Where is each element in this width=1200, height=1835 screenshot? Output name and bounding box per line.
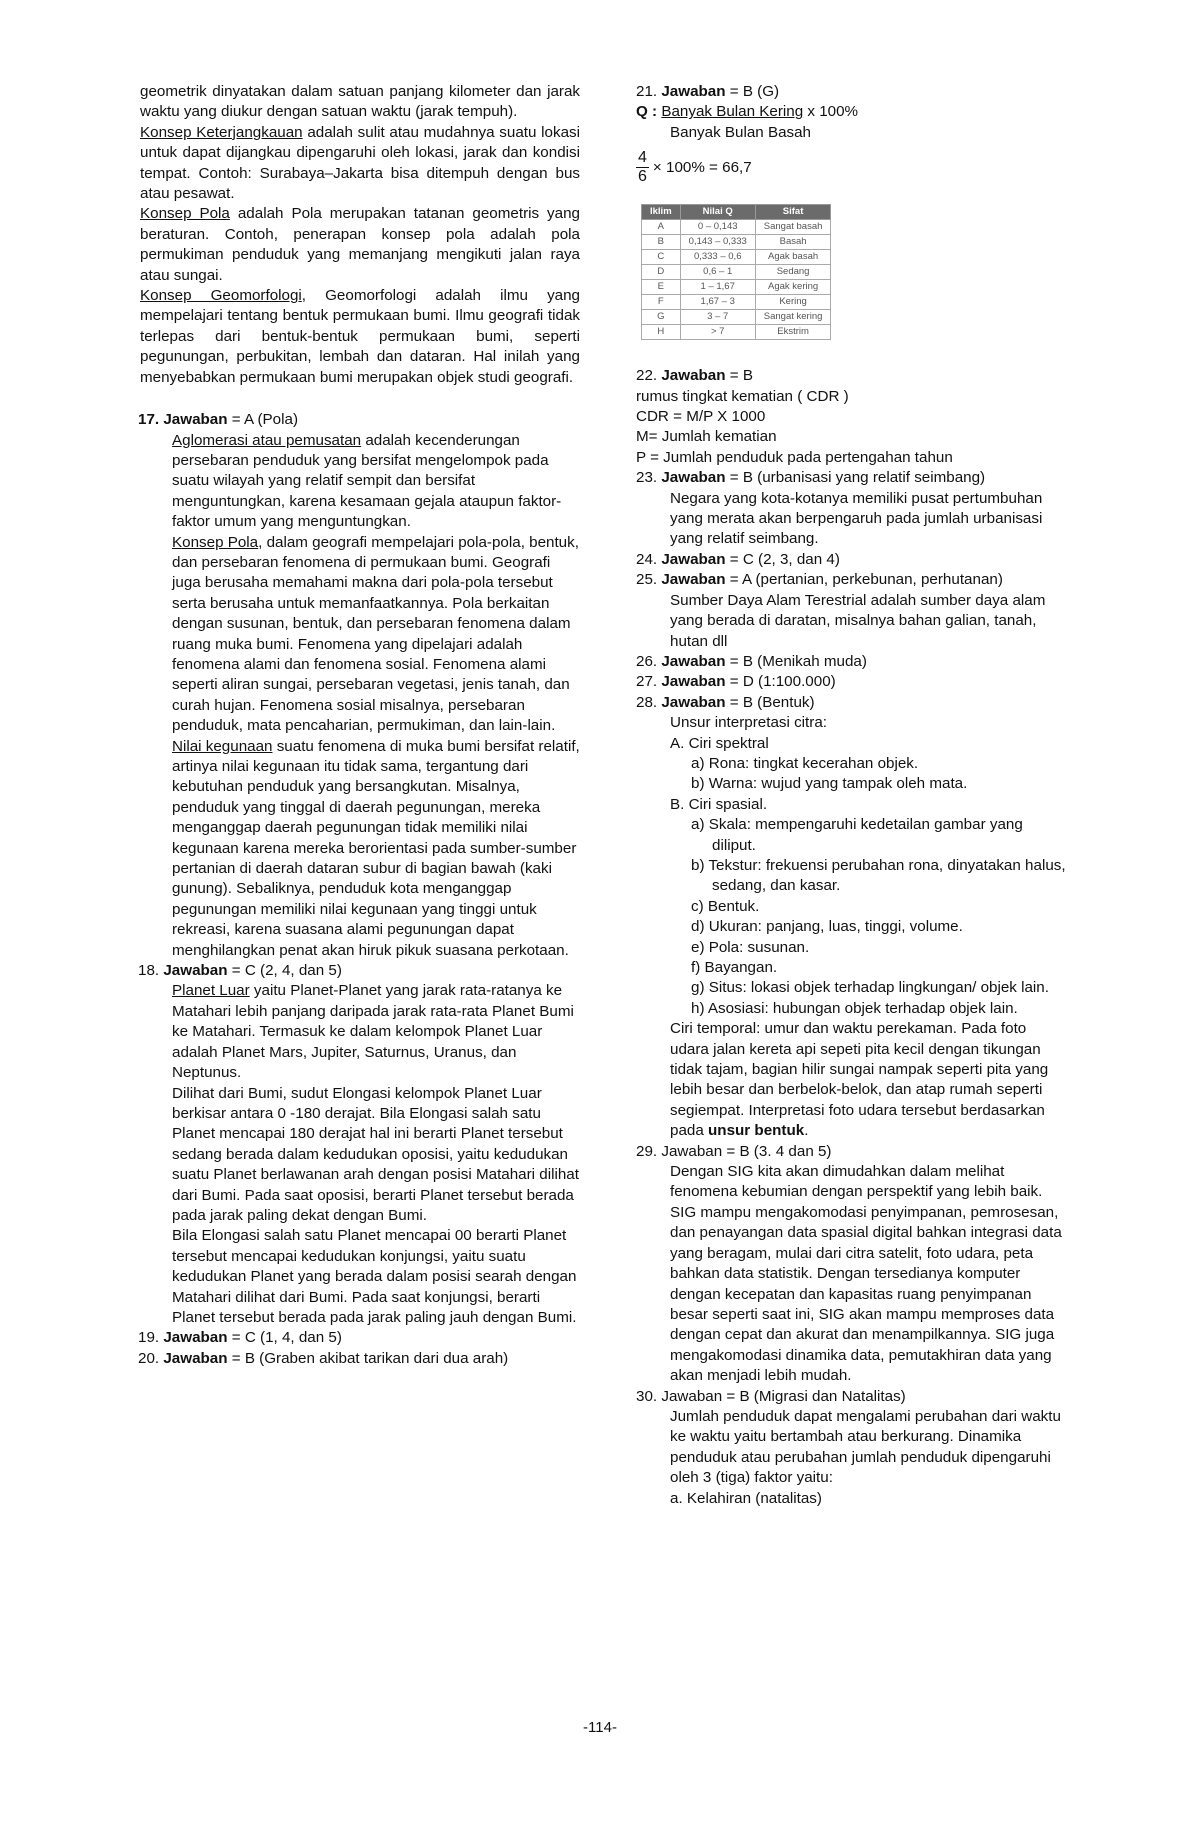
table-cell: E <box>642 280 681 295</box>
table-cell: G <box>642 310 681 325</box>
table-cell: Sangat basah <box>755 220 831 235</box>
table-cell: 3 – 7 <box>680 310 755 325</box>
table-cell: 1,67 – 3 <box>680 295 755 310</box>
table-row <box>642 250 831 265</box>
table-cell: Sedang <box>755 265 831 280</box>
table-cell: 0,333 – 0,6 <box>680 250 755 265</box>
answer-30: 30. Jawaban = B (Migrasi dan Natalitas) Jumlah penduduk dapat mengalami perubahan dari waktu ke waktu yaitu bertambah atau berkurang. Dinamika penduduk atau perubahan jumlah penduduk dipengaruhi oleh 3 (tiga) faktor yaitu: a. Kelahiran (natalitas) <box>636 1387 1061 1507</box>
table-cell: D <box>642 265 681 280</box>
table-cell: Kering <box>755 295 831 310</box>
table-cell: C <box>642 250 681 265</box>
table-cell: Sangat kering <box>755 310 831 325</box>
answer-24: 24. Jawaban = C (2, 3, dan 4) <box>636 550 840 568</box>
table-header: Nilai Q <box>680 205 755 220</box>
table-cell: > 7 <box>680 325 755 340</box>
table-cell: F <box>642 295 681 310</box>
term: Konsep Keterjangkauan <box>140 123 303 141</box>
intro-paragraph: geometrik dinyatakan dalam satuan panjang kilometer dan jarak waktu yang diukur dengan satuan waktu (jarak tempuh). <box>140 83 580 121</box>
answer-23: 23. Jawaban = B (urbanisasi yang relatif seimbang) Negara yang kota-kotanya memiliki pusat pertumbuhan yang merata akan berpengaruh pada jumlah urbanisasi yang relatif seimbang. <box>636 469 1043 548</box>
answer-26: 26. Jawaban = B (Menikah muda) <box>636 652 867 670</box>
answer-28: 28. Jawaban = B (Bentuk) Unsur interpretasi citra: A. Ciri spektral a) Rona: tingkat kecerahan objek. b) Warna: wujud yang tampak oleh mata. B. Ciri spasial. a) Skala: mempengaruhi kedetailan gambar yang diliput. b) Tekstur: frekuensi perubahan rona, dinyatakan halus, sedang, dan kasar. c) Bentuk. d) Ukuran: panjang, luas, tinggi, volume. e) Pola: susunan. f) Bayangan. g) Situs: lokasi objek terhadap lingkungan/ objek lain. h) Asosiasi: hubungan objek terhadap objek lain. Ciri temporal: umur dan waktu perekaman. Pada foto udara jalan kereta api sepeti pita kecil dengan tikungan tidak tajam, bagian hilir sungai nampak seperti pita yang lebih besar dan berbelok-belok, dan atap rumah seperti segiempat. Interpretasi foto udara tersebut berdasarkan pada unsur bentuk. <box>636 693 1066 1140</box>
table-cell: 0 – 0,143 <box>680 220 755 235</box>
answer-29: 29. Jawaban = B (3. 4 dan 5) Dengan SIG kita akan dimudahkan dalam melihat fenomena kebumian dengan perspektif yang lebih baik. SIG mampu mengakomodasi penyimpanan, pemrosesan, dan penayangan data spasial digital bahkan integrasi data yang beragam, mulai dari citra satelit, foto udara, peta bahkan data statistik. Dengan tersedianya komputer dengan kecepatan dan kapasitas ruang penyimpanan besar seperti saat ini, SIG akan mampu memproses data dengan cepat dan akurat dan menampilkannya. SIG juga mengakomodasi dinamika data, pemutakhiran data yang akan menjadi lebih mudah. <box>636 1142 1062 1385</box>
table-header: Iklim <box>642 205 681 220</box>
answer-21: 21. Jawaban = B (G) Q : Banyak Bulan Kering x 100% Banyak Bulan Basah $\frac{4}{6}$ × 100% = 66,7 Iklim Nilai Q Sifat A 0 – 0,143 Sangat basah B 0,143 – 0,333 Basah C 0,333 – 0,6 Agak basah D 0,6 – 1 Sedang E 1 – 1,67 Agak kering F 1,67 – 3 Kering G 3 – 7 Sangat kering H > 7 Ekstrim <box>636 82 1066 340</box>
table-cell: 0,6 – 1 <box>680 265 755 280</box>
page-number: -114- <box>583 1719 617 1736</box>
konsep-pola: Konsep Pola adalah Pola merupakan tatanan geometris yang beraturan. Contoh, penerapan konsep pola adalah pola permukiman penduduk yang memanjang mengikuti jalan raya atau sungai. <box>140 205 580 284</box>
table-row <box>642 265 831 280</box>
answer-17: 17. Jawaban = A (Pola) Aglomerasi atau pemusatan adalah kecenderungan persebaran penduduk yang bersifat mengelompok pada suatu wilayah yang relatif sempit dan bersifat menguntungkan, karena kesamaan gejala ataupun faktor-faktor umum yang menguntungkan. Konsep Pola, dalam geografi mempelajari pola-pola, bentuk, dan persebaran fenomena di permukaan bumi. Geografi juga berusaha memahami makna dari pola-pola tersebut serta berusaha untuk memanfaatkannya. Pola berkaitan dengan susunan, bentuk, dan persebaran fenomena dalam ruang muka bumi. Fenomena yang dipelajari adalah fenomena alami dan fenomena sosial. Fenomena alami seperti aliran sungai, persebaran vegetasi, jenis tanah, dan curah hujan. Fenomena sosial misalnya, persebaran penduduk, mata pencaharian, permukiman, dan lain-lain. Nilai kegunaan suatu fenomena di muka bumi bersifat relatif, artinya nilai kegunaan itu tidak sama, tergantung dari kebutuhan penduduk yang bersangkutan. Misalnya, penduduk yang tinggal di daerah pegunungan, mereka menganggap daerah pegunungan tidak memiliki nilai kegunaan karena mereka berorientasi pada sumber-sumber pertanian di daerah dataran subur di bagian bawah (kaki gunung). Sebaliknya, penduduk kota menganggap pegunungan memiliki nilai kegunaan yang tinggi untuk rekreasi, karena suasana alami pegunungan dapat menghilangkan penat akan hiruk pikuk suasana perkotaan. <box>138 411 580 959</box>
table-cell: B <box>642 235 681 250</box>
table-cell: Agak kering <box>755 280 831 295</box>
table-row <box>642 280 831 295</box>
table-cell: H <box>642 325 681 340</box>
left-column <box>140 82 580 1369</box>
answer-18: 18. Jawaban = C (2, 4, dan 5) Planet Luar yaitu Planet-Planet yang jarak rata-ratanya ke Matahari lebih panjang daripada jarak rata-rata Planet Bumi ke Matahari. Termasuk ke dalam kelompok Planet Luar adalah Planet Mars, Jupiter, Saturnus, Uranus, dan Neptunus. Dilihat dari Bumi, sudut Elongasi kelompok Planet Luar berkisar antara 0 -180 derajat. Bila Elongasi salah satu Planet mencapai 180 derajat hal ini berarti Planet tersebut sedang berada dalam kedudukan oposisi, yaitu kedudukan suatu Planet berlawanan arah dengan posisi Matahari dilihat dari Bumi. Pada saat oposisi, berarti Planet tersebut berada pada jarak paling dekat dengan Bumi. Bila Elongasi salah satu Planet mencapai 00 berarti Planet tersebut mencapai kedudukan konjungsi, yaitu suatu kedudukan Planet yang berada dalam posisi searah dengan Matahari dilihat dari Bumi. Pada saat konjungsi, berarti Planet tersebut berada pada jarak paling jauh dengan Bumi. <box>138 962 579 1326</box>
konsep-geomorfologi: Konsep Geomorfologi, Geomorfologi adalah ilmu yang mempelajari tentang bentuk permukaan bumi. Ilmu geografi tidak terlepas dari bentuk-bentuk permukaan bumi, seperti pegunungan, perbukitan, lembah dan dataran. Hal inilah yang menyebabkan permukaan bumi merupakan objek studi geografi. <box>140 287 581 386</box>
answer-19: 19. Jawaban = C (1, 4, dan 5) <box>138 1329 342 1347</box>
table-row <box>642 310 831 325</box>
table-row <box>642 235 831 250</box>
answer-20: 20. Jawaban = B (Graben akibat tarikan dari dua arah) <box>138 1349 509 1367</box>
table-cell: Ekstrim <box>755 325 831 340</box>
table-row <box>642 325 831 340</box>
table-header: Sifat <box>755 205 831 220</box>
table-cell: 0,143 – 0,333 <box>680 235 755 250</box>
table-row <box>642 220 831 235</box>
konsep-keterjangkauan: Konsep Keterjangkauan adalah sulit atau mudahnya suatu lokasi untuk dapat dijangkau dipengaruhi oleh lokasi, jarak dan kondisi tempat. Contoh: Surabaya–Jakarta bisa ditempuh dengan bus atau pesawat. <box>140 123 580 203</box>
q-formula: $\frac{4}{6}$ × 100% = 66,7 <box>638 149 752 186</box>
term: Konsep Geomorfologi <box>140 287 302 305</box>
right-column <box>636 82 1066 1509</box>
table-cell: A <box>642 220 681 235</box>
term: Konsep Pola <box>140 205 230 223</box>
table-row <box>642 295 831 310</box>
answer-27: 27. Jawaban = D (1:100.000) <box>636 673 836 691</box>
climate-table <box>641 204 831 340</box>
table-cell: 1 – 1,67 <box>680 280 755 295</box>
answer-22: 22. Jawaban = B rumus tingkat kematian ( CDR ) CDR = M/P X 1000 M= Jumlah kematian P = Jumlah penduduk pada pertengahan tahun <box>636 367 953 466</box>
table-cell: Agak basah <box>755 250 831 265</box>
answer-25: 25. Jawaban = A (pertanian, perkebunan, perhutanan) Sumber Daya Alam Terestrial adalah sumber daya alam yang berada di daratan, misalnya bahan galian, tanah, hutan dll <box>636 571 1046 650</box>
table-cell: Basah <box>755 235 831 250</box>
